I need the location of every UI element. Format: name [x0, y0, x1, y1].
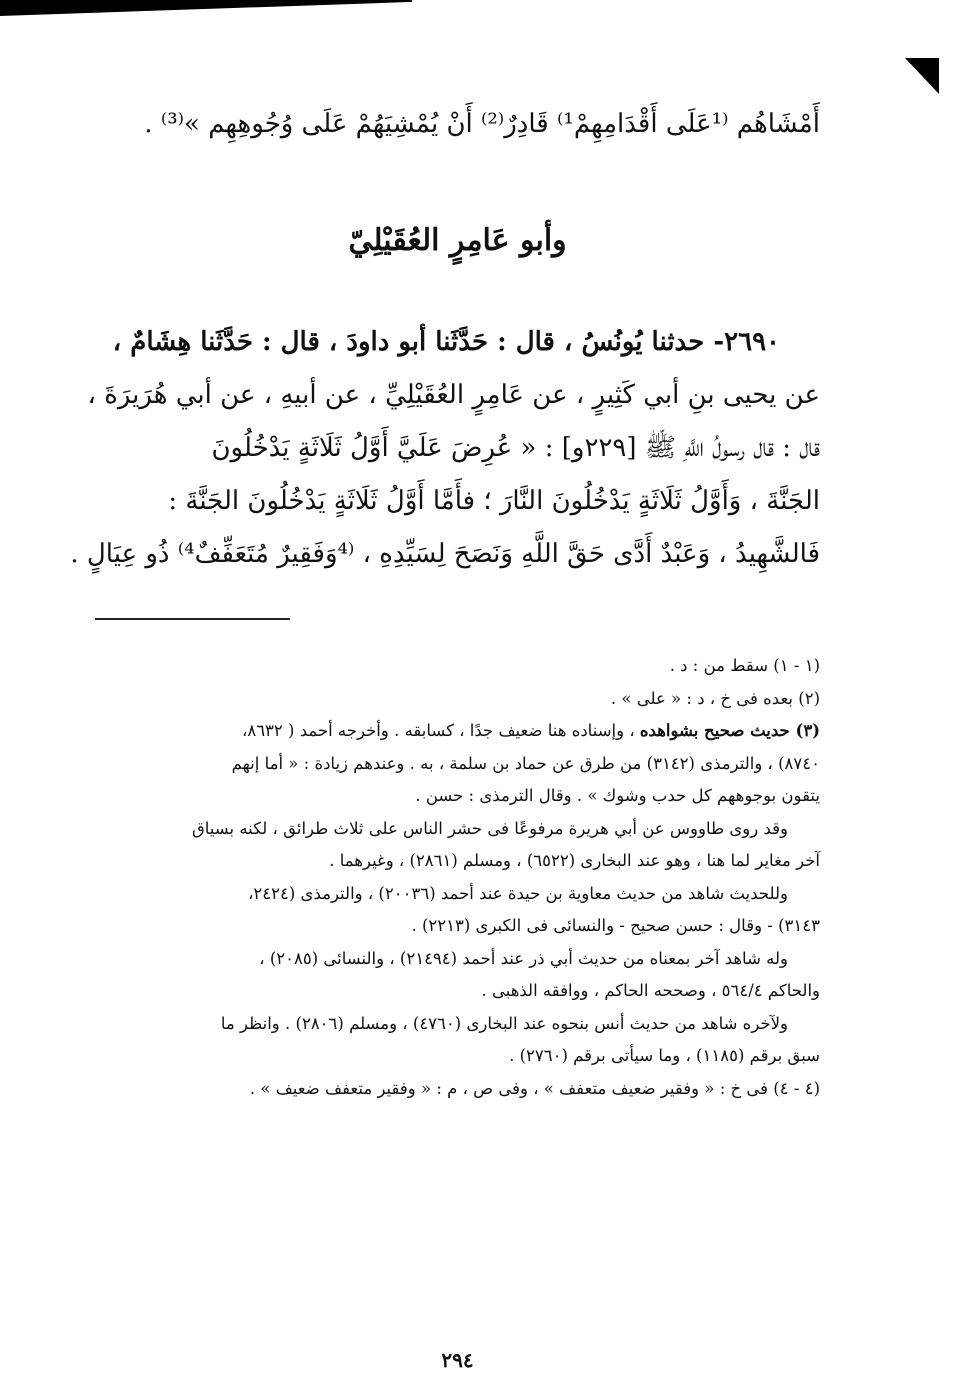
hadith-number: ٢٦٩٠-	[713, 327, 780, 357]
footnote-separator	[95, 618, 290, 620]
footnote-3-line-2: ٨٧٤٠) ، والترمذى (٣١٤٢) من طرق عن حماد بن سلمة ، به . وعندهم زيادة : « أما إنهم	[231, 753, 820, 773]
footnote-3-label: (٣) حديث صحيح بشواهده	[639, 721, 820, 740]
section-heading: وأبو عَامِرٍ العُقَيْلِيّ	[348, 223, 567, 258]
footnote-3-line-6: وللحديث شاهد من حديث معاوية بن حيدة عند أحمد (٢٠٠٣٦) ، والترمذى (٢٤٢٤،	[248, 883, 788, 903]
footnotes	[95, 650, 820, 1105]
footnote-3-line-10: ولآخره شاهد من حديث أنس بنحوه عند البخارى (٤٧٦٠) ، ومسلم (٢٨٠٦) . وانظر ما	[220, 1013, 788, 1033]
page-number: ٢٩٤	[441, 1348, 474, 1372]
corner-mark	[905, 58, 939, 94]
footnote-4: (٤ - ٤) فى خ : « وفقير ضعيف متعفف » ، وفى ص ، م : « وفقير متعفف ضعيف » .	[249, 1078, 820, 1098]
footnote-3-line-5: آخر مغاير لما هنا ، وهو عند البخارى (٦٥٢٢) ، ومسلم (٢٨٦١) ، وغيرهما .	[329, 851, 820, 870]
footnote-3-line-7: ٣١٤٣) - وقال : حسن صحيح - والنسائى فى الكبرى (٢٢١٣) .	[411, 916, 820, 935]
scan-edge-bar	[0, 0, 412, 16]
hadith-line-1	[95, 316, 820, 369]
footnote-1: (١ - ١) سقط من : د .	[669, 656, 820, 675]
footnote-3-line-9: والحاكم ٥٦٤/٤ ، وصححه الحاكم ، ووافقه الذهبى .	[481, 981, 820, 1000]
hadith-line-5: فَالشَّهِيدُ ، وَعَبْدٌ أَدَّى حَقَّ اللَّهِ وَنَصَحَ لِسَيِّدِهِ ، ⁽⁴وَفَقِيرٌ مُتَعَفِّفٌ⁴⁾ ذُو عِيَالٍ .	[70, 539, 820, 569]
footnote-3-line-3: يتقون بوجوههم كل حدب وشوك » . وقال الترمذى : حسن .	[415, 786, 820, 805]
hadith-text	[70, 316, 820, 581]
hadith-line-4: الجَنَّةَ ، وَأَوَّلُ ثَلَاثَةٍ يَدْخُلُونَ النَّارَ ؛ فأَمَّا أَوَّلُ ثَلَاثَةٍ يَدْخُلُونَ الجَنَّةَ :	[168, 486, 820, 516]
footnote-3-text: ، وإسناده هنا ضعيف جدًا ، كسابقه . وأخرجه أحمد ( ٨٦٣٢،	[242, 721, 640, 740]
footnote-3-line-1	[95, 715, 820, 748]
footnote-3-line-8: وله شاهد آخر بمعناه من حديث أبي ذر عند أحمد (٢١٤٩٤) ، والنسائى (٢٠٨٥) ،	[259, 948, 788, 968]
footnote-2: (٢) بعده فى خ ، د : « على » .	[610, 688, 820, 708]
hadith-line-3: قال : قال رسولُ اللَّهِ ﷺ [٢٢٩و] : « عُرِضَ عَلَيَّ أَوَّلُ ثَلَاثَةٍ يَدْخُلُونَ	[211, 433, 820, 463]
top-line	[95, 100, 820, 148]
footnote-3-line-11: سبق برقم (١١٨٥) ، وما سيأتى برقم (٢٧٦٠) .	[509, 1046, 820, 1065]
hadith-line-2: عن يحيى بنِ أبي كَثِيرٍ ، عن عَامِرٍ العُقَيْلِيِّ ، عن أبيهِ ، عن أبي هُرَيرَةَ ،	[87, 380, 820, 410]
hadith-line-1-text: حدثنا يُونُسُ ، قال : حَدَّثَنا أبو داودَ ، قال : حَدَّثَنا هِشَامٌ ،	[112, 327, 714, 357]
footnote-3-line-4: وقد روى طاووس عن أبي هريرة مرفوعًا فى حشر الناس على ثلاث طرائق ، لكنه بسياق	[191, 818, 788, 838]
continuation-line: أَمْشَاهُم ⁽¹عَلَى أَقْدَامِهِمْ¹⁾ قَادِرٌ⁽²⁾ أَنْ يُمْشِيَهُمْ عَلَى وُجُوهِهِم »⁽³⁾ .	[144, 109, 820, 139]
